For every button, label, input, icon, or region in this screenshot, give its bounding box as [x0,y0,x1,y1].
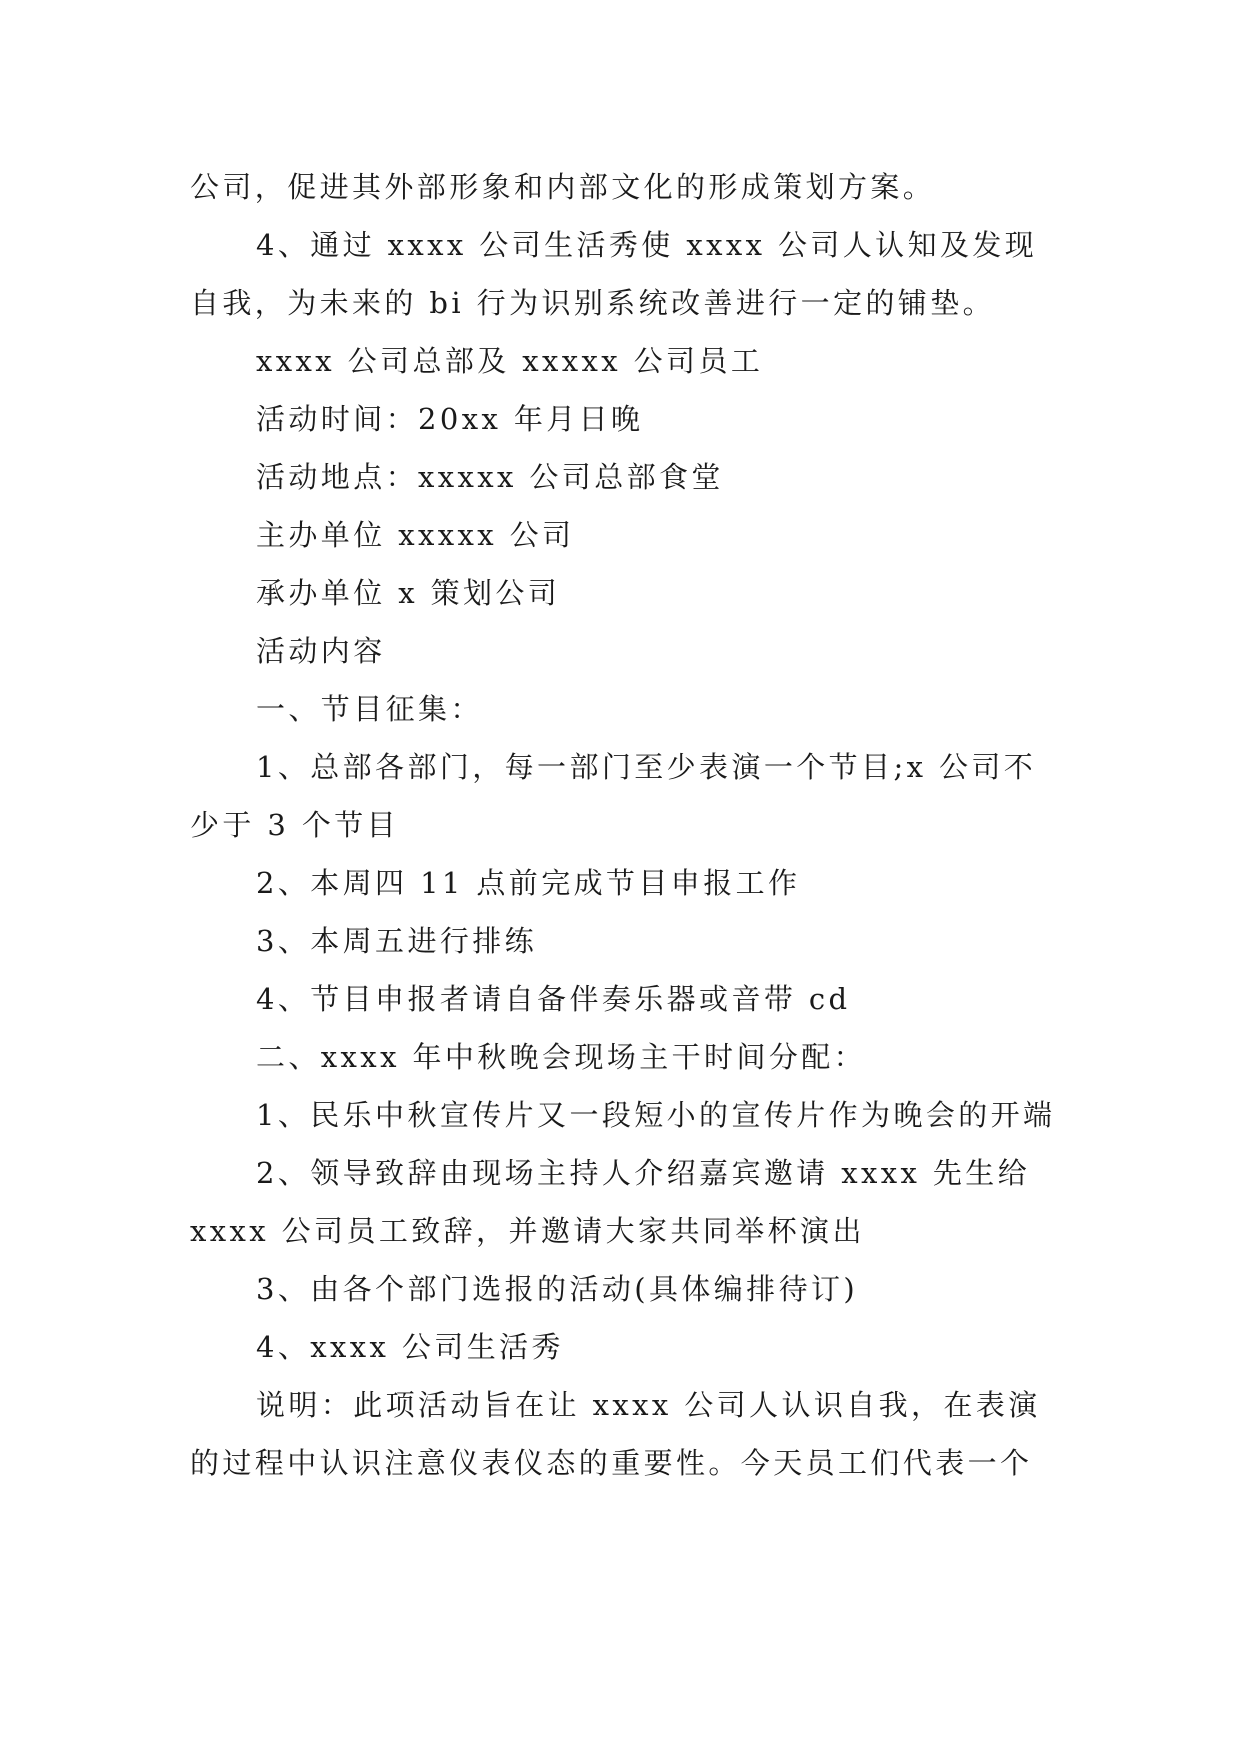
paragraph-schedule-4: 4、xxxx 公司生活秀 [256,1330,564,1364]
paragraph-intro-continuation: 公司，促进其外部形象和内部文化的形成策划方案。 [190,170,936,204]
document-body [190,158,1056,1492]
paragraph-item-3: 3、本周五进行排练 [256,924,538,958]
paragraph-participants: xxxx 公司总部及 xxxxx 公司员工 [256,344,764,378]
paragraph-item-1: 1、总部各部门，每一部门至少表演一个节目;x 公司不少于 3 个节目 [190,750,1037,842]
paragraph-purpose-4: 4、通过 xxxx 公司生活秀使 xxxx 公司人认知及发现自我，为未来的 bi 行为识别系统改善进行一定的铺垫。 [190,228,1038,320]
paragraph-schedule-1: 1、民乐中秋宣传片又一段短小的宣传片作为晚会的开端 [256,1098,1056,1132]
paragraph-activity-location: 活动地点：xxxxx 公司总部食堂 [256,460,724,494]
paragraph-organizer: 主办单位 xxxxx 公司 [256,518,575,552]
paragraph-activity-time: 活动时间：20xx 年月日晚 [256,402,644,436]
paragraph-section-one-heading: 一、节目征集： [256,692,483,726]
paragraph-activity-content-heading: 活动内容 [256,634,386,668]
paragraph-schedule-2: 2、领导致辞由现场主持人介绍嘉宾邀请 xxxx 先生给 xxxx 公司员工致辞，并邀请大家共同举杯演出 [190,1156,1043,1248]
paragraph-item-2: 2、本周四 11 点前完成节目申报工作 [256,866,801,900]
paragraph-co-organizer: 承办单位 x 策划公司 [256,576,561,610]
paragraph-item-4: 4、节目申报者请自备伴奏乐器或音带 cd [256,982,851,1016]
paragraph-section-two-heading: 二、xxxx 年中秋晚会现场主干时间分配： [256,1040,867,1074]
paragraph-schedule-3: 3、由各个部门选报的活动(具体编排待订) [256,1272,859,1306]
paragraph-explanation: 说明：此项活动旨在让 xxxx 公司人认识自我，在表演的过程中认识注意仪表仪态的重要性。今天员工们代表一个 [190,1388,1041,1480]
